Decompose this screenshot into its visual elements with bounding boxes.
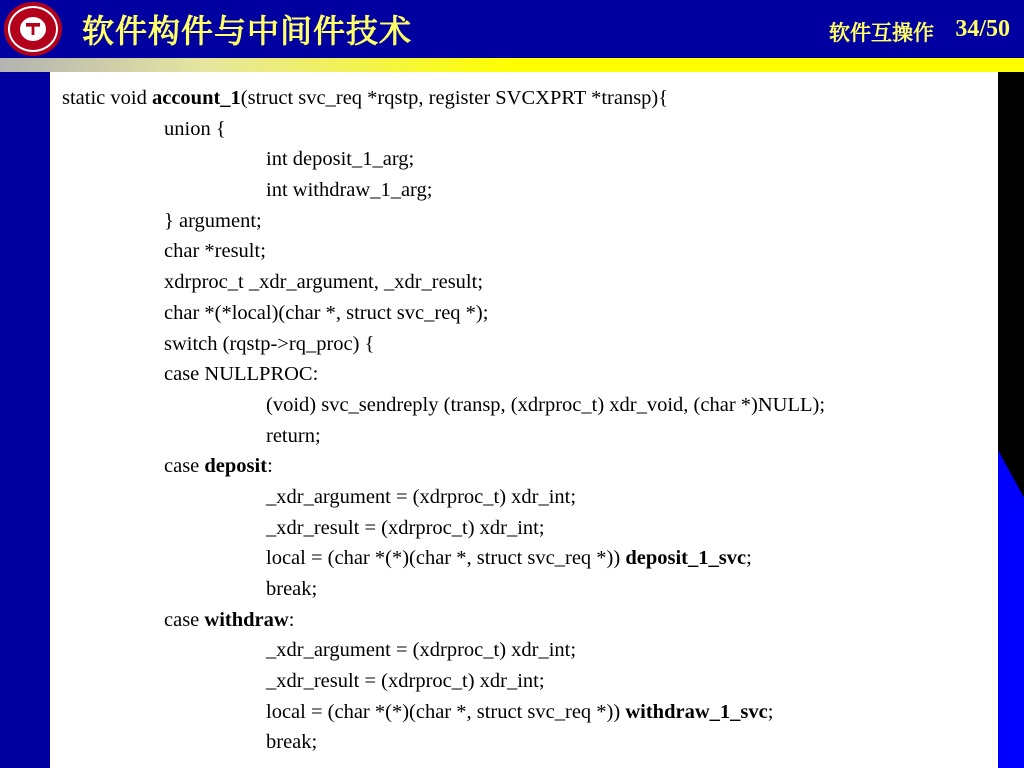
code-line: return; [266, 424, 321, 447]
code-line: } argument; [164, 209, 262, 232]
code-listing [62, 83, 825, 758]
slide-header [0, 0, 1024, 58]
slide-content [50, 72, 998, 768]
page-number: 34/50 [955, 16, 1010, 42]
code-line: case NULLPROC: [164, 363, 319, 386]
code-line: break; [266, 731, 318, 754]
code-line: union { [164, 117, 226, 140]
code-line: (void) svc_sendreply (transp, (xdrproc_t) xdr_void, (char *)NULL); [266, 393, 826, 416]
code-line: static void account_1(struct svc_req *rqstp, register SVCXPRT *transp){ [62, 87, 669, 109]
left-margin-bar [0, 72, 50, 768]
slide-title: 软件构件与中间件技术 [82, 12, 413, 50]
code-line: char *(*local)(char *, struct svc_req *); [164, 301, 489, 324]
code-line: _xdr_argument = (xdrproc_t) xdr_int; [266, 639, 577, 662]
logo-mark [26, 23, 40, 35]
code-line: int deposit_1_arg; [266, 148, 415, 171]
section-title: 软件互操作 [829, 21, 934, 45]
code-line: _xdr_result = (xdrproc_t) xdr_int; [266, 516, 545, 539]
university-logo [4, 2, 62, 56]
code-line: switch (rqstp->rq_proc) { [164, 332, 375, 355]
code-line: char *result; [164, 240, 266, 263]
code-line: int withdraw_1_arg; [266, 179, 433, 202]
code-line: _xdr_argument = (xdrproc_t) xdr_int; [266, 485, 577, 508]
code-line: case withdraw: [164, 608, 295, 631]
code-line: xdrproc_t _xdr_argument, _xdr_result; [164, 271, 484, 294]
code-line: break; [266, 578, 318, 600]
right-margin-accent [998, 450, 1024, 768]
header-divider [0, 58, 1024, 72]
code-line: _xdr_result = (xdrproc_t) xdr_int; [266, 670, 545, 693]
code-line: case deposit: [164, 455, 273, 478]
code-line: local = (char *(*)(char *, struct svc_req *)) withdraw_1_svc; [266, 700, 774, 723]
logo-core [20, 17, 46, 41]
code-line: local = (char *(*)(char *, struct svc_req *)) deposit_1_svc; [266, 547, 752, 570]
logo-ring [8, 6, 58, 52]
